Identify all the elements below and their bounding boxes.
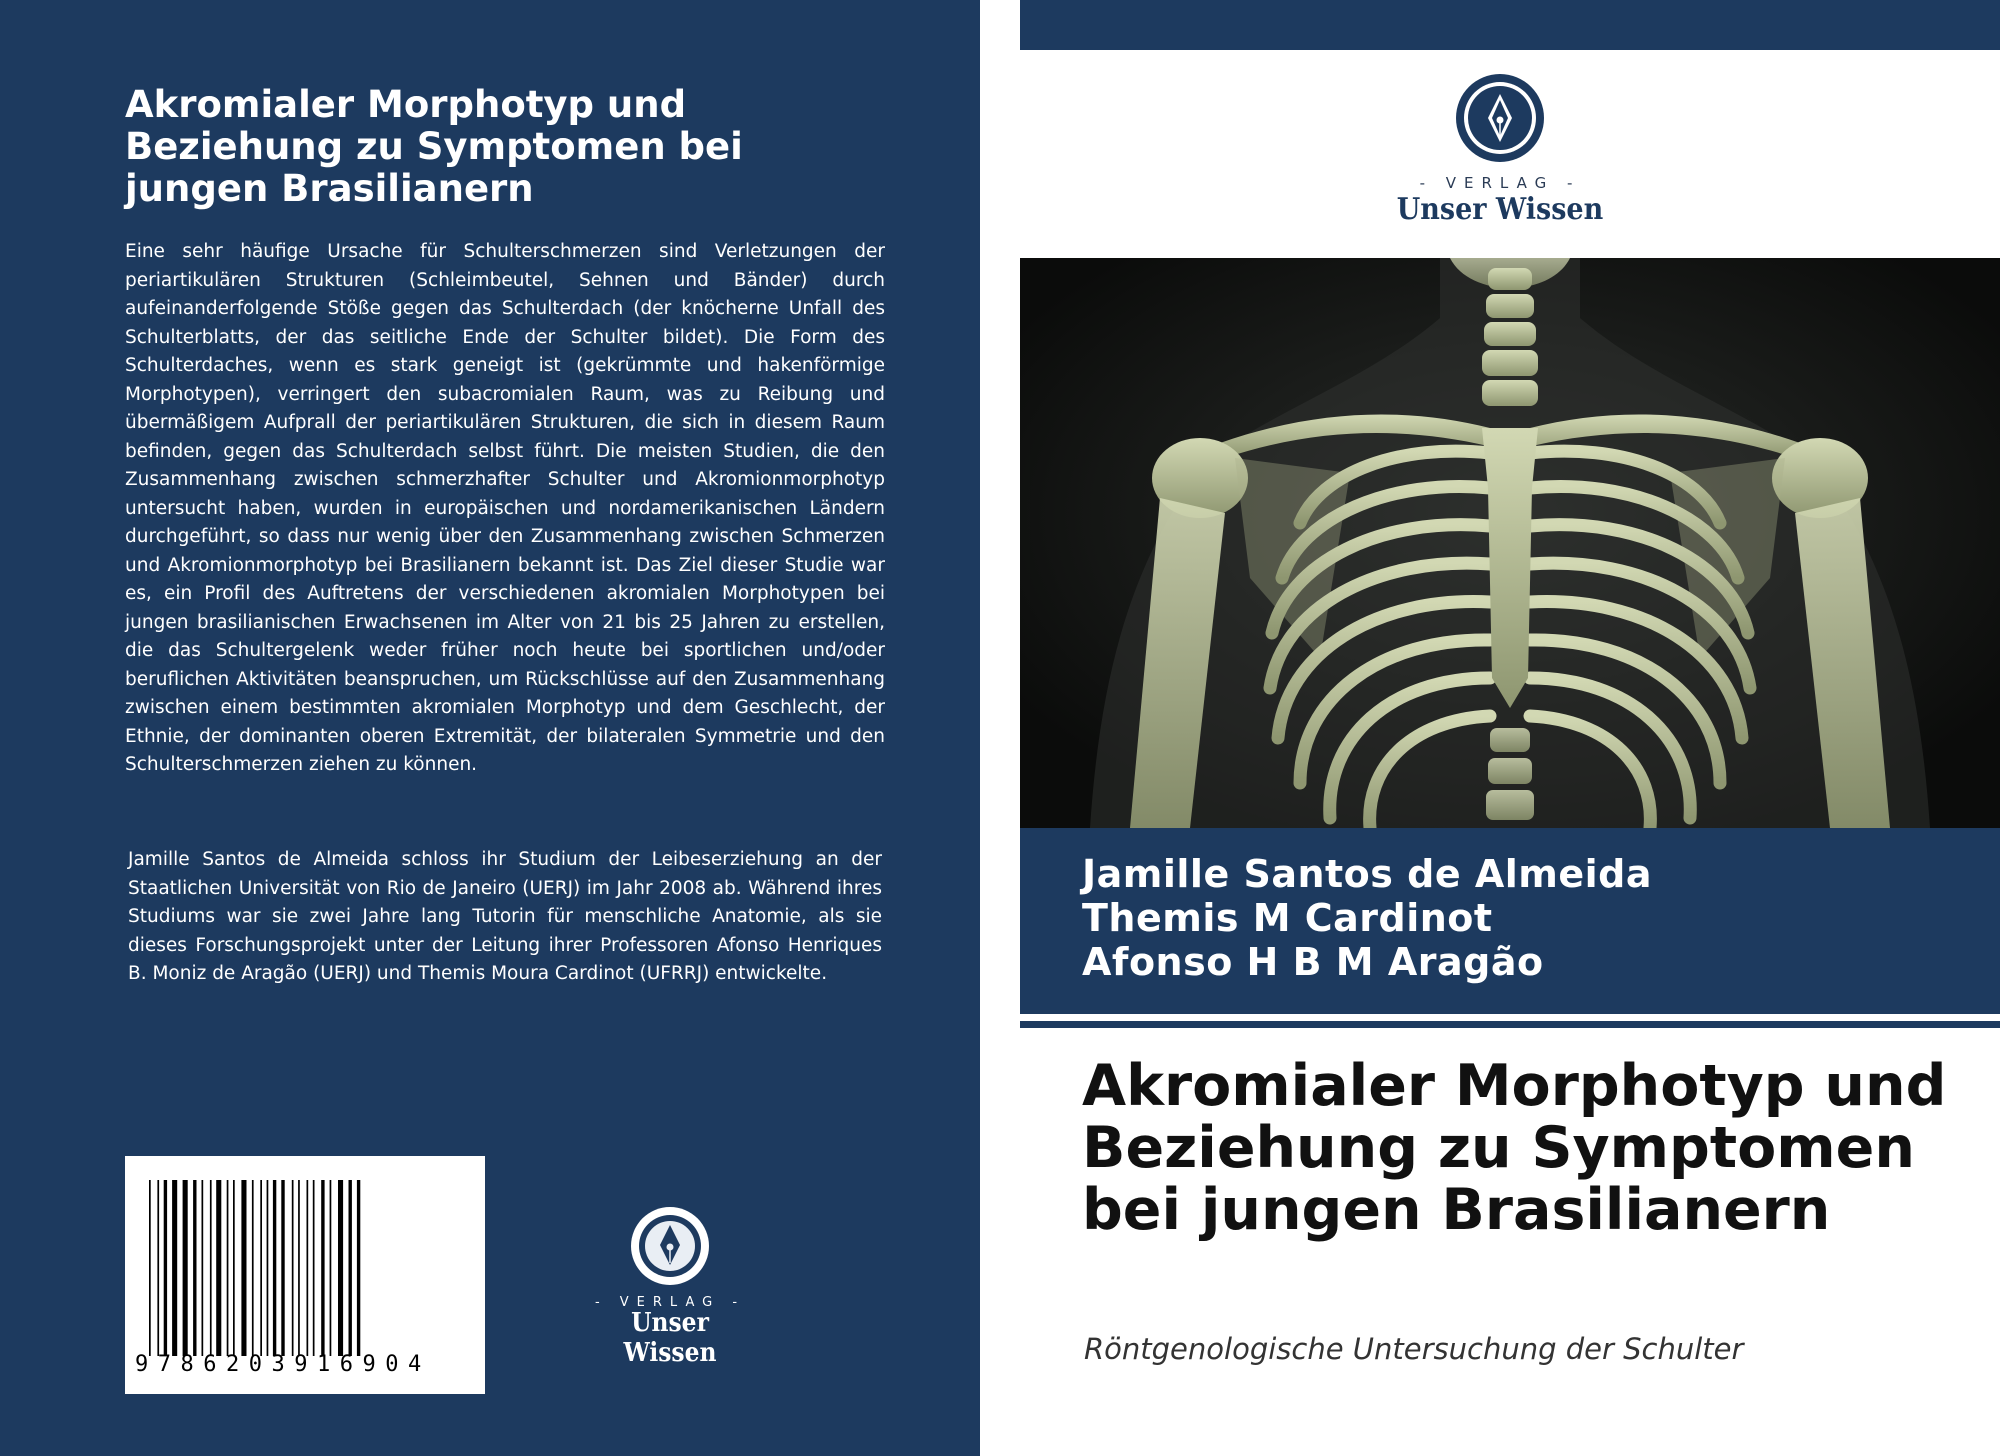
author-name: Jamille Santos de Almeida: [1082, 852, 1653, 896]
authors-band: [1020, 828, 2000, 1014]
book-title: Akromialer Morphotyp und Beziehung zu Symptomen bei jungen Brasilianern: [1082, 1053, 1947, 1243]
back-cover-abstract: Eine sehr häufige Ursache für Schulterschmerzen sind Verletzungen der periartikulären Strukturen (Schleimbeutel, Sehnen und Bänder) durch aufeinanderfolgende Stöße gegen das Schulterdach (der knöcherne Unfall des Schulterblatts, der das seitliche Ende der Schulter bildet). Die Form des Schulterdaches, wenn es stark geneigt ist (gekrümmte und hakenförmige Morphotypen), verringert den subacromialen Raum, was zu Reibung und übermäßigem Aufprall der periartikulären Strukturen, die sich in diesem Raum befinden, gegen das Schulterdach selbst führt. Die meisten Studien, die den Zusammenhang zwischen schmerzhafter Schulter und Akromionmorphotyp untersucht haben, wurden in europäischen und nordamerikanischen Ländern durchgeführt, so dass nur wenig über den Zusammenhang zwischen Schmerzen und Akromionmorphotyp bei Brasilianern bekannt ist. Das Ziel dieser Studie war es, ein Profil des Auftretens der verschiedenen akromialen Morphotypen bei jungen brasilianischen Erwachsenen im Alter von 21 bis 25 Jahren zu erstellen, die das Schultergelenk weder früher noch heute bei sportlichen und/oder beruflichen Aktivitäten beanspruchen, um Rückschlüsse auf den Zusammenhang zwischen einem bestimmten akromialen Morphotyp und dem Geschlecht, der Ethnie, der dominanten oberen Extremität, der bilateralen Symmetrie und den Schulterschmerzen ziehen zu können.: [125, 241, 885, 775]
isbn-barcode: [125, 1156, 485, 1394]
author-biography: Jamille Santos de Almeida schloss ihr Studium der Leibeserziehung an der Staatlichen Universität von Rio de Janeiro (UERJ) im Jahr 2008 ab. Während ihres Studiums war sie zwei Jahre lang Tutorin für menschliche Anatomie, als sie dieses Forschungsprojekt unter der Leitung ihrer Professoren Afonso Henriques B. Moniz de Aragão (UERJ) und Themis Moura Cardinot (UFRRJ) entwickelte.: [128, 849, 882, 984]
isbn-number: 9786203916904: [135, 1352, 431, 1377]
fountain-pen-nib-icon: [1454, 72, 1546, 164]
book-subtitle: Röntgenologische Untersuchung der Schulter: [1084, 1332, 1744, 1366]
back-publisher-logo: [575, 1205, 765, 1368]
front-logo-brand: Unser Wissen: [1396, 192, 1604, 227]
author-name: Themis M Cardinot: [1082, 896, 1493, 940]
skeleton-torso-illustration: [1020, 258, 2000, 828]
front-logo-verlag: - VERLAG -: [1419, 174, 1581, 192]
skeleton-cover-image: [1020, 258, 2000, 828]
back-logo-verlag: - VERLAG -: [594, 1295, 746, 1310]
front-top-bar: [1020, 0, 2000, 50]
front-publisher-logo: [1350, 72, 1650, 227]
title-divider: [1020, 1021, 2000, 1028]
back-cover: [0, 0, 980, 1456]
back-logo-brand: Unser Wissen: [623, 1308, 717, 1368]
back-cover-title: Akromialer Morphotyp und Beziehung zu Symptomen bei jungen Brasilianern: [125, 83, 743, 210]
barcode-bars: [147, 1180, 463, 1356]
fountain-pen-nib-icon: [629, 1205, 711, 1287]
author-name: Afonso H B M Aragão: [1082, 940, 1544, 984]
